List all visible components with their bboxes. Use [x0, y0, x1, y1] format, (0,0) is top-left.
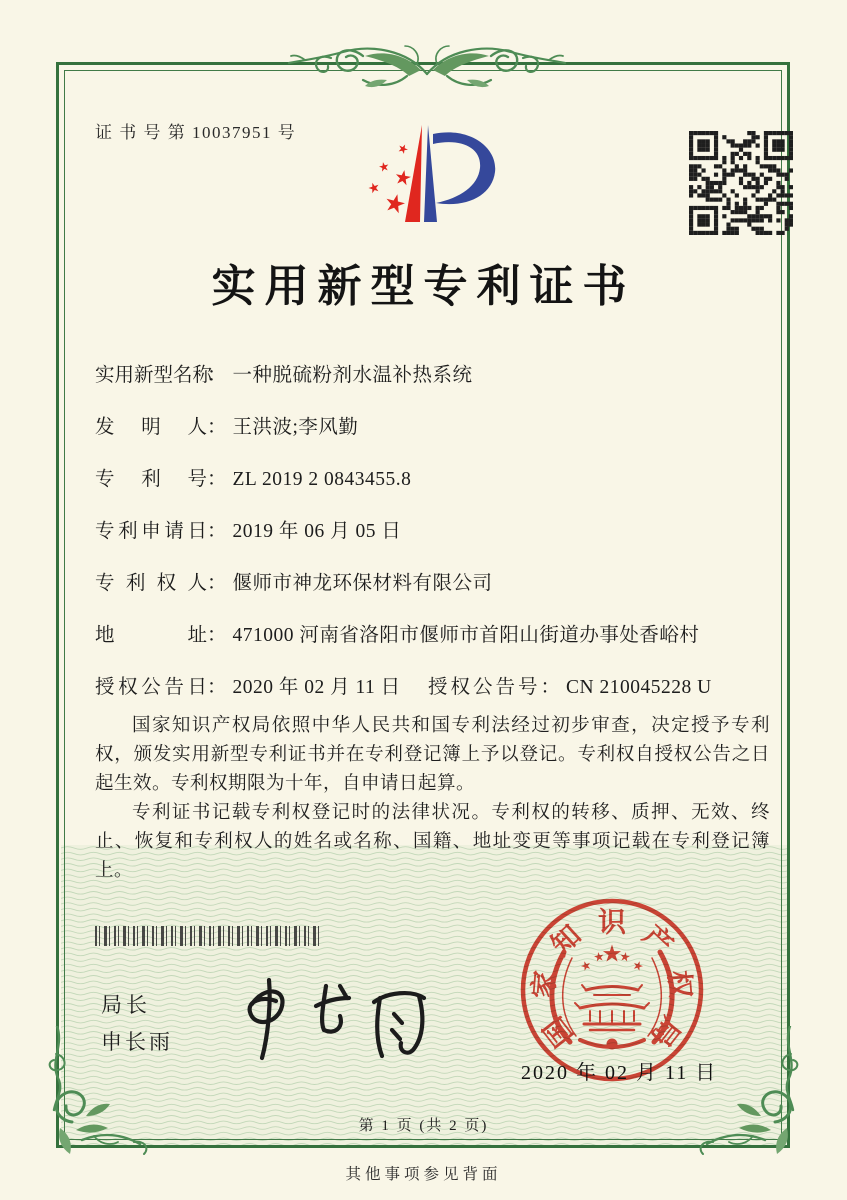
- field-value: ZL 2019 2 0843455.8: [232, 469, 412, 490]
- field-value: 471000 河南省洛阳市偃师市首阳山街道办事处香峪村: [232, 625, 700, 646]
- field-row-patent-no: 专利号： ZL 2019 2 0843455.8: [95, 467, 775, 493]
- director-signature: [222, 958, 437, 1070]
- svg-text:识: 识: [597, 907, 627, 939]
- field-row-inventor: 发明人： 王洪波;李风勤: [95, 415, 775, 441]
- director-name: 申长雨: [101, 1030, 173, 1054]
- field-value: 偃师市神龙环保材料有限公司: [232, 573, 493, 594]
- seal-date: 2020 年 02 月 11 日: [521, 1062, 718, 1084]
- field-value: 2020 年 02 月 11 日: [232, 677, 401, 698]
- page-number: 第 1 页 (共 2 页): [358, 1118, 489, 1134]
- field-label: 地址: [95, 625, 207, 646]
- svg-text:家: 家: [528, 969, 562, 1000]
- field-grant-publication-no: 授权公告号： CN 210045228 U: [428, 677, 712, 698]
- field-value: CN 210045228 U: [566, 677, 712, 698]
- field-row-name: 实用新型名称： 一种脱硫粉剂水温补热系统: [95, 363, 775, 389]
- svg-text:权: 权: [662, 969, 696, 1000]
- field-label: 授权公告日: [95, 677, 207, 698]
- field-label: 专利号: [95, 469, 207, 490]
- field-value: 王洪波;李风勤: [232, 417, 359, 438]
- barcode: [95, 926, 319, 946]
- qr-code-icon: [689, 131, 793, 235]
- svg-text:知: 知: [545, 919, 588, 962]
- svg-text:产: 产: [636, 919, 679, 962]
- field-value: 一种脱硫粉剂水温补热系统: [232, 365, 473, 386]
- field-label: 发明人: [95, 417, 207, 438]
- svg-text:局: 局: [643, 1010, 686, 1052]
- field-row-patentee: 专利权人： 偃师市神龙环保材料有限公司: [95, 571, 775, 597]
- legal-paragraph-2: 专利证书记载专利权登记时的法律状况。专利权的转移、质押、无效、终止、恢复和专利权人的姓名或名称、国籍、地址变更等事项记载在专利登记簿上。: [95, 803, 770, 881]
- svg-text:国: 国: [538, 1010, 581, 1052]
- field-row-address: 地址： 471000 河南省洛阳市偃师市首阳山街道办事处香峪村: [95, 623, 775, 649]
- certificate-title: 实用新型专利证书: [211, 262, 636, 311]
- field-row-grant-date: 授权公告日： 2020 年 02 月 11 日 授权公告号： CN 210045228 U: [95, 675, 775, 701]
- field-label: 授权公告号: [428, 677, 541, 698]
- field-value: 2019 年 06 月 05 日: [232, 521, 402, 542]
- legal-text: [95, 712, 770, 886]
- cnipa-logo-icon: [348, 114, 508, 242]
- legal-paragraph-1: 国家知识产权局依照中华人民共和国专利法经过初步审查，决定授予专利权，颁发实用新型专利证书并在专利登记簿上予以登记。专利权自授权公告之日起生效。专利权期限为十年，自申请日起算。: [95, 716, 770, 794]
- field-row-filing-date: 专利申请日： 2019 年 06 月 05 日: [95, 519, 775, 545]
- certificate-number: 证 书 号 第 10037951 号: [95, 123, 297, 142]
- field-label: 专利申请日: [95, 521, 207, 542]
- director-title: 局长: [101, 993, 151, 1017]
- top-flourish-ornament: [287, 30, 567, 106]
- back-side-note: 其他事项参见背面: [345, 1166, 502, 1183]
- field-label: 实用新型名称: [95, 365, 213, 386]
- field-label: 专利权人: [95, 573, 207, 594]
- field-list: [95, 363, 775, 727]
